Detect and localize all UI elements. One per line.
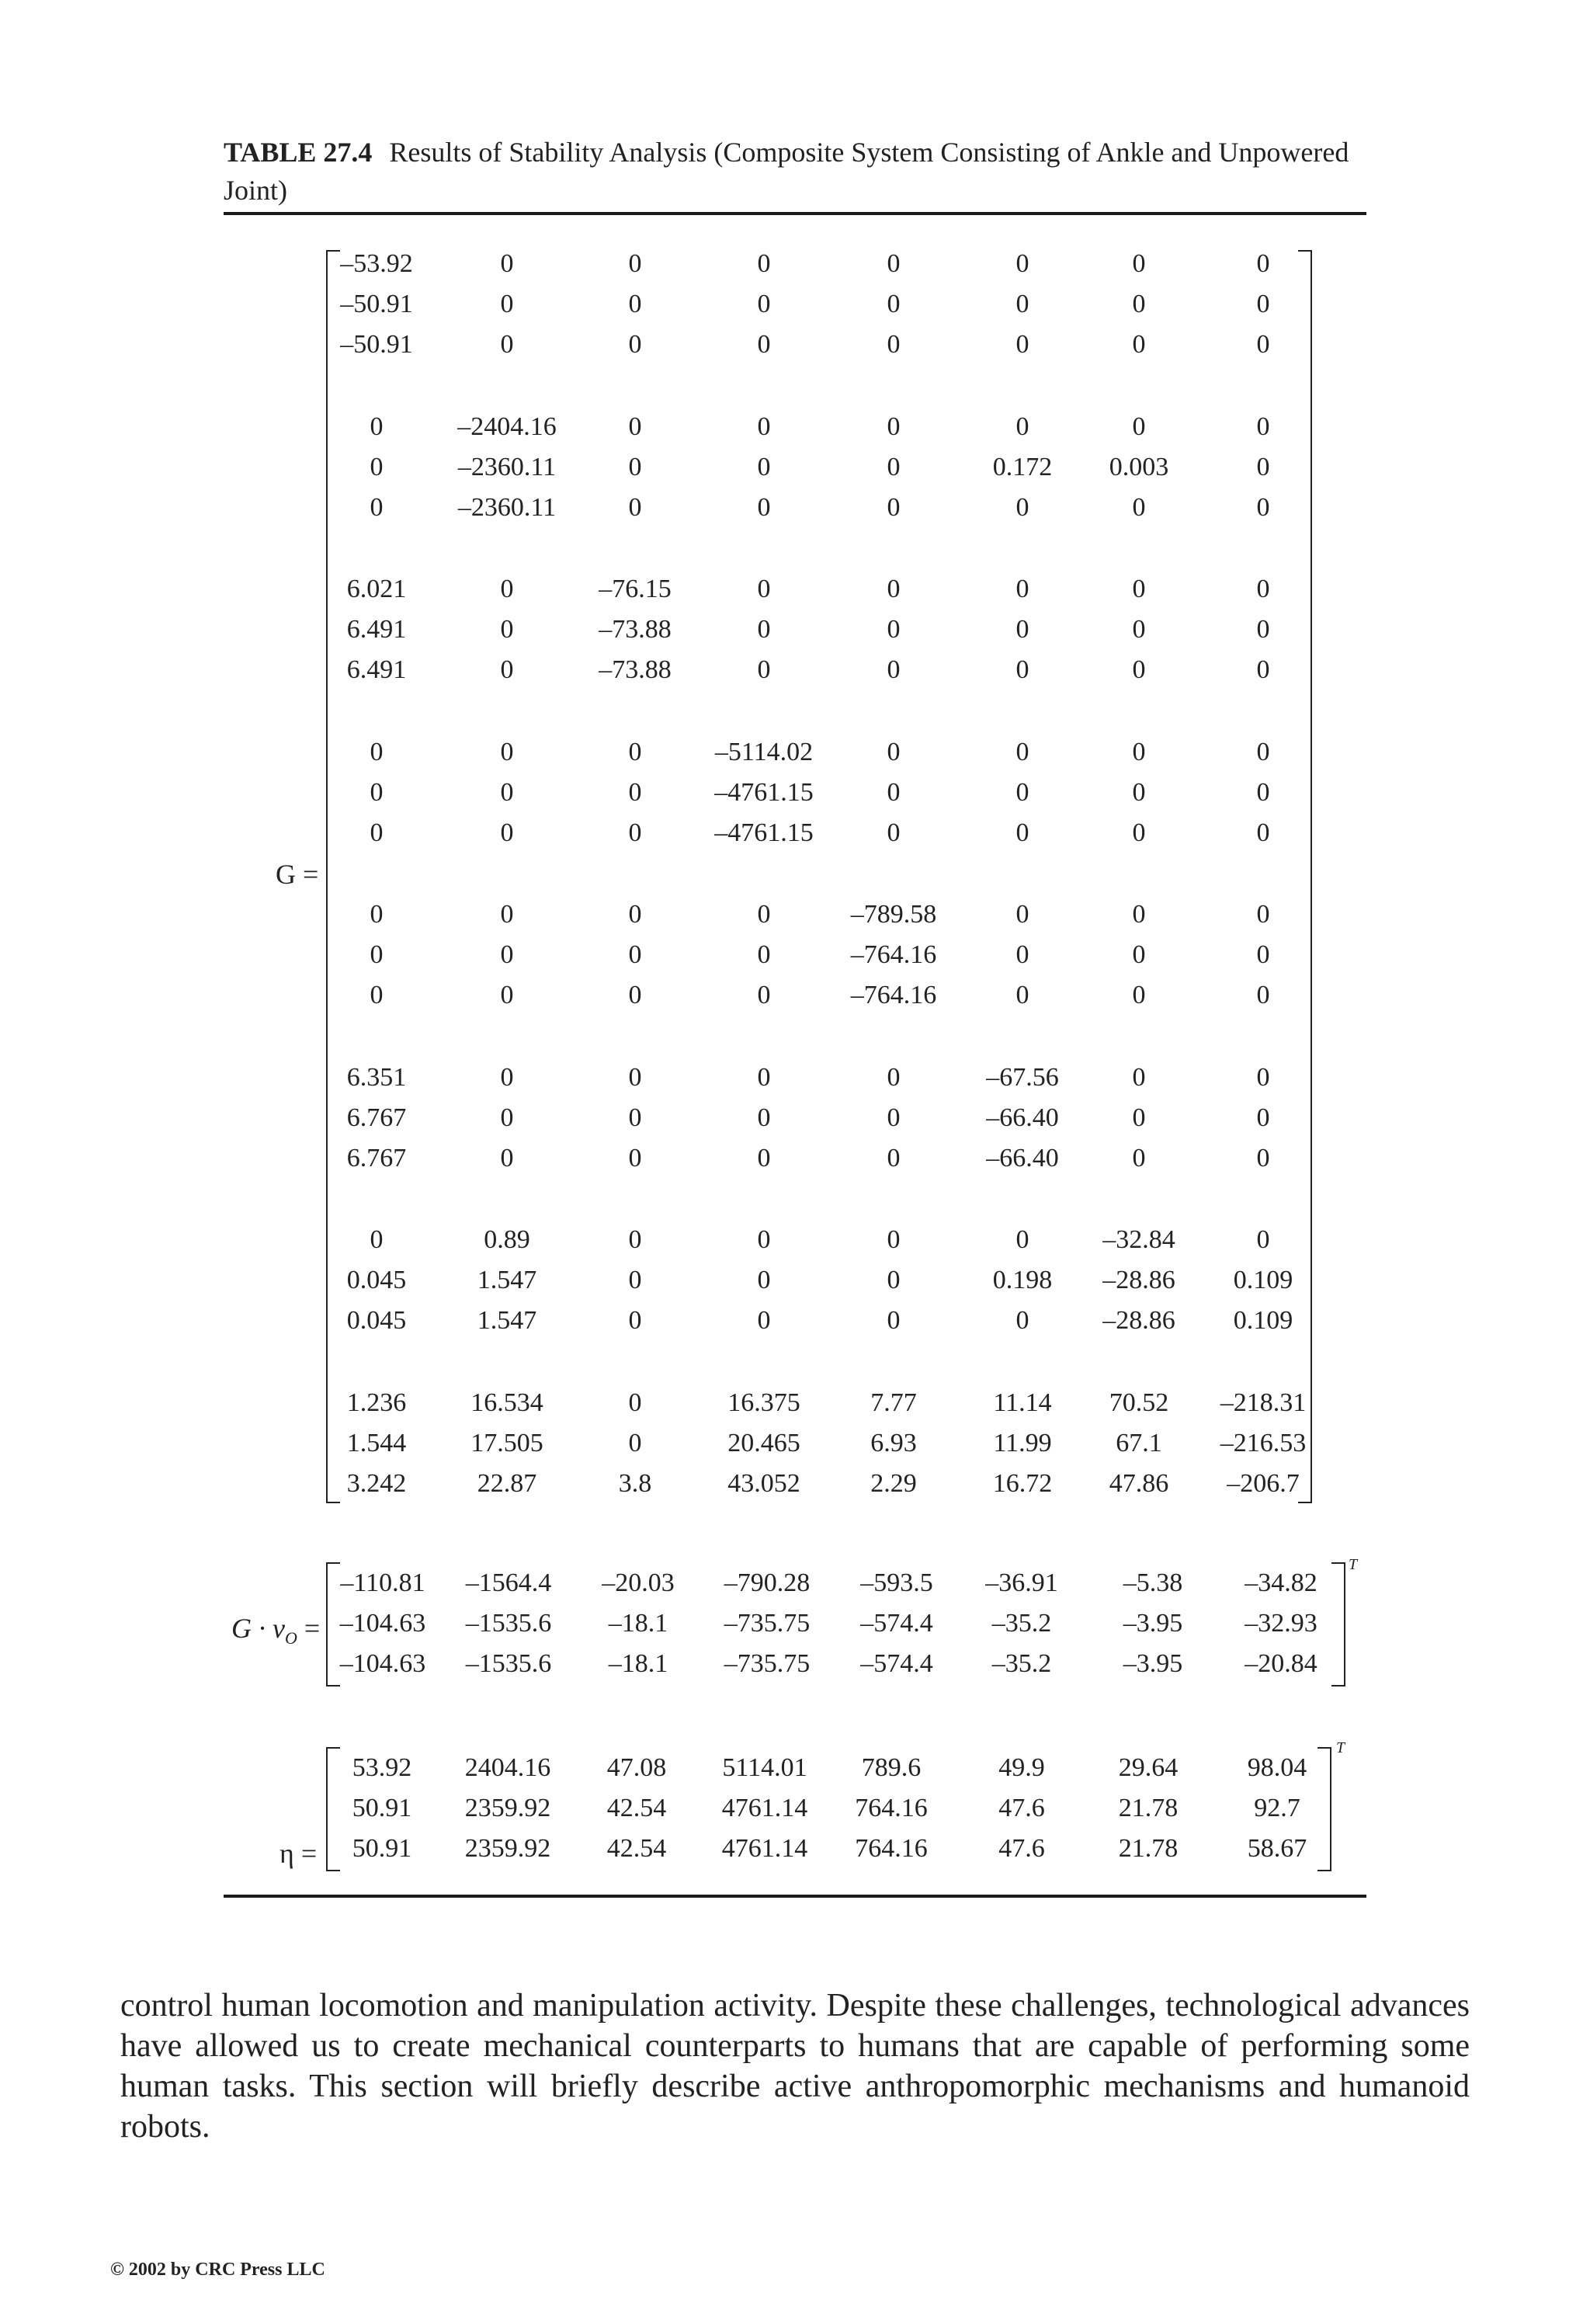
g-matrix-cell: 0: [1132, 1143, 1146, 1172]
g-matrix-cell: 0: [757, 940, 771, 969]
g-matrix-cell: 0: [887, 1266, 901, 1294]
g-matrix-cell: 7.77: [870, 1388, 917, 1417]
eta-matrix-cell: 42.54: [606, 1834, 667, 1863]
g-matrix-cell: 3.242: [346, 1468, 407, 1498]
g-matrix-cell: 17.505: [470, 1428, 543, 1457]
gv-matrix-cell: –1564.4: [465, 1568, 552, 1597]
g-matrix-cell: –764.16: [850, 981, 937, 1009]
copyright-footer: © 2002 by CRC Press LLC: [110, 2260, 325, 2280]
gv-matrix-cell: –20.84: [1245, 1649, 1317, 1678]
g-matrix-cell: 0: [500, 615, 514, 644]
g-matrix-cell: 3.8: [618, 1468, 652, 1498]
g-matrix-cell: 0: [1256, 492, 1270, 522]
g-matrix-cell: –73.88: [599, 615, 672, 644]
g-matrix-cell: 0.172: [992, 452, 1053, 481]
g-matrix-cell: 0: [887, 249, 901, 278]
g-matrix-cell: –2360.11: [457, 452, 557, 481]
g-matrix-cell: 6.351: [346, 1062, 407, 1092]
eta-left-bracket: [326, 1747, 340, 1871]
eta-matrix-cell: 47.6: [998, 1794, 1045, 1822]
g-matrix-cell: 0: [628, 1143, 642, 1172]
g-matrix-cell: 0.003: [1109, 452, 1169, 481]
g-matrix-cell: 0: [628, 1388, 642, 1417]
g-matrix-cell: –53.92: [340, 249, 413, 278]
g-matrix-cell: 0: [628, 1103, 642, 1132]
g-matrix-cell: 16.72: [992, 1468, 1053, 1498]
g-matrix-cell: 0: [370, 818, 384, 847]
g-matrix-cell: 0: [757, 412, 771, 441]
eta-matrix-cell: 5114.01: [722, 1753, 807, 1782]
g-matrix-cell: 0: [1132, 492, 1146, 522]
g-matrix-cell: 0: [1015, 981, 1029, 1009]
g-matrix-cell: 0: [500, 777, 514, 807]
g-matrix-cell: 0: [887, 412, 901, 441]
g-matrix-cell: 0: [757, 1103, 771, 1132]
g-matrix-cell: 0: [887, 1143, 901, 1172]
eta-label: η =: [279, 1838, 318, 1869]
g-matrix-cell: –4761.15: [714, 818, 814, 847]
g-matrix-cell: 0: [500, 940, 514, 969]
g-matrix-cell: 0: [757, 330, 771, 359]
g-matrix-cell: 0: [887, 575, 901, 603]
eta-matrix-cell: 58.67: [1247, 1834, 1307, 1863]
g-matrix-cell: 0: [887, 818, 901, 847]
g-matrix-cell: 0: [1015, 940, 1029, 969]
gv-label-eq: =: [304, 1613, 321, 1644]
g-matrix-cell: 0: [1256, 818, 1270, 847]
g-matrix-cell: 2.29: [870, 1468, 917, 1498]
g-matrix-cell: 0: [1256, 615, 1270, 644]
g-matrix-cell: 0: [1015, 290, 1029, 318]
g-matrix-cell: 0: [757, 1143, 771, 1172]
eta-matrix-cell: 21.78: [1118, 1834, 1179, 1863]
g-matrix-cell: 0: [757, 290, 771, 318]
gv-matrix-cell: –18.1: [608, 1649, 668, 1678]
gv-matrix-cell: –790.28: [724, 1568, 811, 1597]
g-matrix-cell: 0: [1015, 575, 1029, 603]
g-matrix-cell: 0: [1256, 452, 1270, 481]
g-matrix-cell: 0: [1256, 1143, 1270, 1172]
g-matrix-cell: 0: [757, 1062, 771, 1092]
eta-matrix-cell: 50.91: [352, 1794, 412, 1822]
g-matrix-cell: 0: [1015, 900, 1029, 929]
g-matrix-cell: 0: [1132, 1103, 1146, 1132]
g-matrix-cell: –5114.02: [714, 737, 814, 766]
gv-matrix-label: [231, 1612, 320, 1648]
eta-matrix-cell: 764.16: [855, 1794, 928, 1822]
eta-matrix-cell: 2404.16: [464, 1753, 551, 1782]
g-matrix-cell: –764.16: [850, 940, 937, 969]
g-matrix-cell: 0: [370, 737, 384, 766]
g-matrix-cell: 0: [887, 1225, 901, 1254]
g-matrix-cell: 0: [757, 1225, 771, 1254]
g-matrix-cell: 0: [1256, 940, 1270, 969]
g-matrix-cell: 0: [1256, 1225, 1270, 1254]
g-matrix-cell: 0: [628, 1225, 642, 1254]
g-matrix-cell: –218.31: [1220, 1388, 1307, 1417]
g-matrix-cell: 0: [1256, 777, 1270, 807]
eta-matrix-cell: 764.16: [855, 1834, 928, 1863]
g-matrix-cell: 1.236: [346, 1388, 407, 1417]
g-matrix-cell: –4761.15: [714, 777, 814, 807]
g-matrix-cell: 0: [1132, 777, 1146, 807]
g-matrix-cell: 0: [887, 290, 901, 318]
gv-matrix-cell: –35.2: [991, 1609, 1052, 1638]
eta-matrix-cell: 29.64: [1118, 1753, 1179, 1782]
g-matrix-cell: 6.767: [346, 1143, 407, 1172]
body-paragraph: control human locomotion and manipulation activity. Despite these challenges, technological advances have allowed us to create mechanical counterparts to humans that are capable of performing some human tasks. This section will briefly describe active anthropomorphic mechanisms and humanoid robots.: [120, 1988, 1470, 2145]
gv-matrix-cell: –574.4: [860, 1649, 933, 1678]
g-right-bracket: [1298, 250, 1312, 1503]
gv-right-bracket: [1331, 1562, 1345, 1687]
g-matrix-cell: 0: [500, 290, 514, 318]
g-matrix-cell: 11.14: [993, 1388, 1052, 1417]
g-matrix-cell: 0: [887, 452, 901, 481]
g-matrix-cell: –206.7: [1227, 1468, 1300, 1498]
g-matrix-cell: 0: [1256, 575, 1270, 603]
g-matrix-cell: 0: [887, 1306, 901, 1335]
g-matrix-cell: 0: [1256, 737, 1270, 766]
gv-matrix-cell: –32.93: [1245, 1609, 1317, 1638]
g-matrix-cell: 0: [500, 249, 514, 278]
g-matrix-cell: 0: [1015, 818, 1029, 847]
eta-matrix-cell: 2359.92: [464, 1834, 551, 1863]
g-matrix-cell: 0: [887, 330, 901, 359]
g-matrix-cell: –28.86: [1102, 1266, 1175, 1294]
g-matrix-cell: 0: [757, 452, 771, 481]
g-matrix-cell: 0.198: [992, 1266, 1053, 1294]
g-matrix-cell: –32.84: [1102, 1225, 1175, 1254]
gv-matrix-cell: –35.2: [991, 1649, 1052, 1678]
g-matrix-cell: –67.56: [986, 1062, 1059, 1092]
g-matrix-cell: 0: [500, 737, 514, 766]
g-matrix-cell: 0: [1132, 737, 1146, 766]
g-matrix-cell: 0: [887, 1062, 901, 1092]
g-matrix-cell: 0: [370, 412, 384, 441]
gv-matrix-cell: –110.81: [340, 1568, 425, 1597]
g-matrix-cell: 0: [628, 981, 642, 1009]
g-matrix-cell: 0: [757, 492, 771, 522]
eta-matrix-cell: 4761.14: [721, 1794, 808, 1822]
g-matrix-cell: –66.40: [986, 1143, 1059, 1172]
g-matrix-cell: 0: [757, 1306, 771, 1335]
g-matrix-cell: 0: [1256, 249, 1270, 278]
eta-matrix-cell: 21.78: [1118, 1794, 1179, 1822]
eta-matrix-cell: 2359.92: [464, 1794, 551, 1822]
g-matrix-cell: 0: [757, 1266, 771, 1294]
g-matrix-cell: 0: [1256, 1103, 1270, 1132]
g-matrix-label: G =: [276, 859, 319, 890]
gv-matrix-cell: –18.1: [608, 1609, 668, 1638]
g-matrix-cell: 0: [500, 1143, 514, 1172]
g-matrix-cell: 0: [628, 900, 642, 929]
g-matrix-cell: 0: [1015, 1306, 1029, 1335]
g-matrix-cell: 0: [1256, 1062, 1270, 1092]
gv-label-main: G · v: [231, 1613, 285, 1644]
g-matrix-cell: 0: [1015, 249, 1029, 278]
eta-matrix-cell: 47.6: [998, 1834, 1045, 1863]
g-matrix-cell: 22.87: [477, 1468, 537, 1498]
g-matrix-cell: 0.109: [1233, 1306, 1293, 1335]
g-matrix-cell: 0: [1132, 249, 1146, 278]
g-matrix-cell: 0.109: [1233, 1266, 1293, 1294]
g-matrix-cell: 0: [1015, 615, 1029, 644]
g-matrix-cell: 0: [1132, 290, 1146, 318]
g-matrix-cell: 0: [628, 1428, 642, 1457]
g-matrix-cell: 0: [1132, 615, 1146, 644]
g-matrix-cell: 67.1: [1116, 1428, 1162, 1457]
eta-matrix-cell: 42.54: [606, 1794, 667, 1822]
gv-label-sub: O: [284, 1628, 297, 1648]
g-matrix-cell: 0: [1132, 900, 1146, 929]
g-matrix-cell: 0: [1132, 330, 1146, 359]
g-matrix-cell: 0: [370, 452, 384, 481]
eta-right-bracket: [1317, 1747, 1331, 1871]
g-matrix-cell: 6.93: [870, 1428, 917, 1457]
g-matrix-cell: 0: [1132, 981, 1146, 1009]
g-matrix-cell: 0: [1015, 655, 1029, 684]
g-matrix-cell: 0: [1256, 330, 1270, 359]
gv-matrix-cell: –1535.6: [465, 1649, 552, 1678]
g-matrix-cell: 0: [370, 940, 384, 969]
g-matrix-cell: 70.52: [1109, 1388, 1169, 1417]
g-matrix-cell: 0: [757, 615, 771, 644]
g-matrix-cell: 0: [628, 1306, 642, 1335]
g-matrix-cell: –28.86: [1102, 1306, 1175, 1335]
g-matrix-cell: 0: [1256, 290, 1270, 318]
g-matrix-cell: –789.58: [850, 900, 937, 929]
g-matrix-cell: 0: [628, 777, 642, 807]
g-matrix-cell: 0: [628, 1062, 642, 1092]
g-matrix-cell: 0: [887, 492, 901, 522]
g-left-bracket: [326, 250, 340, 1503]
gv-matrix-cell: –5.38: [1123, 1568, 1183, 1597]
g-matrix-cell: 0: [1132, 575, 1146, 603]
g-matrix-cell: 0: [757, 900, 771, 929]
g-matrix-cell: 0: [1015, 330, 1029, 359]
g-matrix-cell: –50.91: [340, 330, 413, 359]
table-bottom-rule: [224, 1895, 1366, 1898]
g-matrix-cell: 0: [1015, 412, 1029, 441]
eta-matrix-cell: 53.92: [352, 1753, 412, 1782]
g-matrix-cell: 0.045: [346, 1266, 407, 1294]
g-matrix-cell: 0: [500, 655, 514, 684]
gv-matrix-cell: –3.95: [1123, 1609, 1183, 1638]
eta-matrix-cell: 789.6: [861, 1753, 922, 1782]
g-matrix-cell: 0: [1015, 492, 1029, 522]
gv-matrix-cell: –735.75: [724, 1649, 811, 1678]
g-matrix-cell: 0: [370, 900, 384, 929]
gv-matrix-cell: –1535.6: [465, 1609, 552, 1638]
g-matrix-cell: 11.99: [993, 1428, 1052, 1457]
g-matrix-cell: –76.15: [599, 575, 672, 603]
g-matrix-cell: –2360.11: [457, 492, 557, 522]
g-matrix-cell: 0: [370, 981, 384, 1009]
g-matrix-cell: 47.86: [1109, 1468, 1169, 1498]
gv-matrix-cell: –20.03: [602, 1568, 675, 1597]
g-matrix-cell: 0: [628, 412, 642, 441]
g-matrix-cell: 20.465: [727, 1428, 800, 1457]
eta-matrix-cell: 50.91: [352, 1834, 412, 1863]
g-matrix-cell: 0: [500, 330, 514, 359]
g-matrix-cell: 0: [1132, 940, 1146, 969]
g-matrix-cell: 0: [628, 330, 642, 359]
table-caption: [224, 134, 1357, 210]
g-matrix-cell: 0: [500, 1103, 514, 1132]
eta-transpose: T: [1336, 1739, 1345, 1756]
g-matrix-cell: 0: [757, 655, 771, 684]
gv-matrix-cell: –3.95: [1123, 1649, 1183, 1678]
g-matrix-cell: 0: [1256, 655, 1270, 684]
g-matrix-cell: 0: [628, 737, 642, 766]
g-matrix-cell: 6.767: [346, 1103, 407, 1132]
g-matrix-cell: 0: [1256, 412, 1270, 441]
g-matrix-cell: 0: [1015, 1225, 1029, 1254]
g-matrix-cell: 0: [628, 492, 642, 522]
gv-matrix-cell: –36.91: [985, 1568, 1058, 1597]
g-matrix-cell: 0: [628, 290, 642, 318]
g-matrix-cell: 0: [1256, 981, 1270, 1009]
table-title: Results of Stability Analysis (Composite System Consisting of Ankle and Unpowered Joint): [224, 137, 1349, 206]
g-matrix-cell: –50.91: [340, 290, 413, 318]
gv-left-bracket: [326, 1562, 340, 1687]
g-matrix-cell: 0: [500, 1062, 514, 1092]
gv-transpose: T: [1349, 1556, 1358, 1573]
g-matrix-cell: –2404.16: [457, 412, 557, 441]
g-matrix-cell: 0: [757, 249, 771, 278]
g-matrix-cell: –66.40: [986, 1103, 1059, 1132]
g-matrix-cell: 6.491: [346, 615, 407, 644]
eta-matrix-cell: 49.9: [998, 1753, 1045, 1782]
g-matrix-cell: 0: [370, 492, 384, 522]
g-matrix-cell: 16.375: [727, 1388, 800, 1417]
eta-matrix-cell: 4761.14: [721, 1834, 808, 1863]
eta-matrix-cell: 47.08: [606, 1753, 667, 1782]
g-matrix-cell: 6.491: [346, 655, 407, 684]
g-matrix-cell: 0: [1132, 818, 1146, 847]
g-matrix-cell: 1.544: [346, 1428, 407, 1457]
gv-matrix-cell: –593.5: [860, 1568, 933, 1597]
g-matrix-cell: 6.021: [346, 575, 407, 603]
g-matrix-cell: 16.534: [470, 1388, 543, 1417]
g-matrix-cell: 0: [628, 1266, 642, 1294]
gv-matrix-cell: –104.63: [339, 1609, 426, 1638]
g-matrix-cell: 0.89: [484, 1225, 530, 1254]
g-matrix-cell: 0: [887, 737, 901, 766]
g-matrix-cell: 0: [887, 655, 901, 684]
g-matrix-cell: 1.547: [477, 1306, 537, 1335]
gv-matrix-cell: –34.82: [1245, 1568, 1317, 1597]
g-matrix-cell: 0: [500, 981, 514, 1009]
g-matrix-cell: 0: [1132, 655, 1146, 684]
g-matrix-cell: 0: [1015, 737, 1029, 766]
eta-matrix-cell: 92.7: [1254, 1794, 1300, 1822]
g-matrix-cell: 0: [628, 940, 642, 969]
g-matrix-cell: 0: [1132, 412, 1146, 441]
g-matrix-cell: 0: [757, 575, 771, 603]
g-matrix-cell: 0: [628, 452, 642, 481]
g-matrix-cell: 0: [1256, 900, 1270, 929]
g-matrix-cell: 0: [1015, 777, 1029, 807]
table-number: TABLE 27.4: [224, 137, 373, 168]
g-matrix-cell: 0: [370, 1225, 384, 1254]
g-matrix-cell: 0: [887, 777, 901, 807]
g-matrix-cell: 0: [1132, 1062, 1146, 1092]
g-matrix-cell: 43.052: [727, 1468, 800, 1498]
g-matrix-cell: 0.045: [346, 1306, 407, 1335]
g-matrix-cell: 0: [500, 575, 514, 603]
g-matrix-cell: 0: [757, 981, 771, 1009]
table-top-rule: [224, 212, 1366, 215]
g-matrix-cell: 0: [500, 818, 514, 847]
g-matrix-cell: –73.88: [599, 655, 672, 684]
eta-matrix-cell: 98.04: [1247, 1753, 1307, 1782]
g-matrix-cell: 0: [628, 249, 642, 278]
g-matrix-cell: –216.53: [1220, 1428, 1307, 1457]
g-matrix-cell: 0: [628, 818, 642, 847]
g-matrix-cell: 1.547: [477, 1266, 537, 1294]
g-matrix-cell: 0: [887, 615, 901, 644]
gv-matrix-cell: –574.4: [860, 1609, 933, 1638]
g-matrix-cell: 0: [887, 1103, 901, 1132]
gv-matrix-cell: –104.63: [339, 1649, 426, 1678]
g-matrix-cell: 0: [370, 777, 384, 807]
g-matrix-cell: 0: [500, 900, 514, 929]
gv-matrix-cell: –735.75: [724, 1609, 811, 1638]
